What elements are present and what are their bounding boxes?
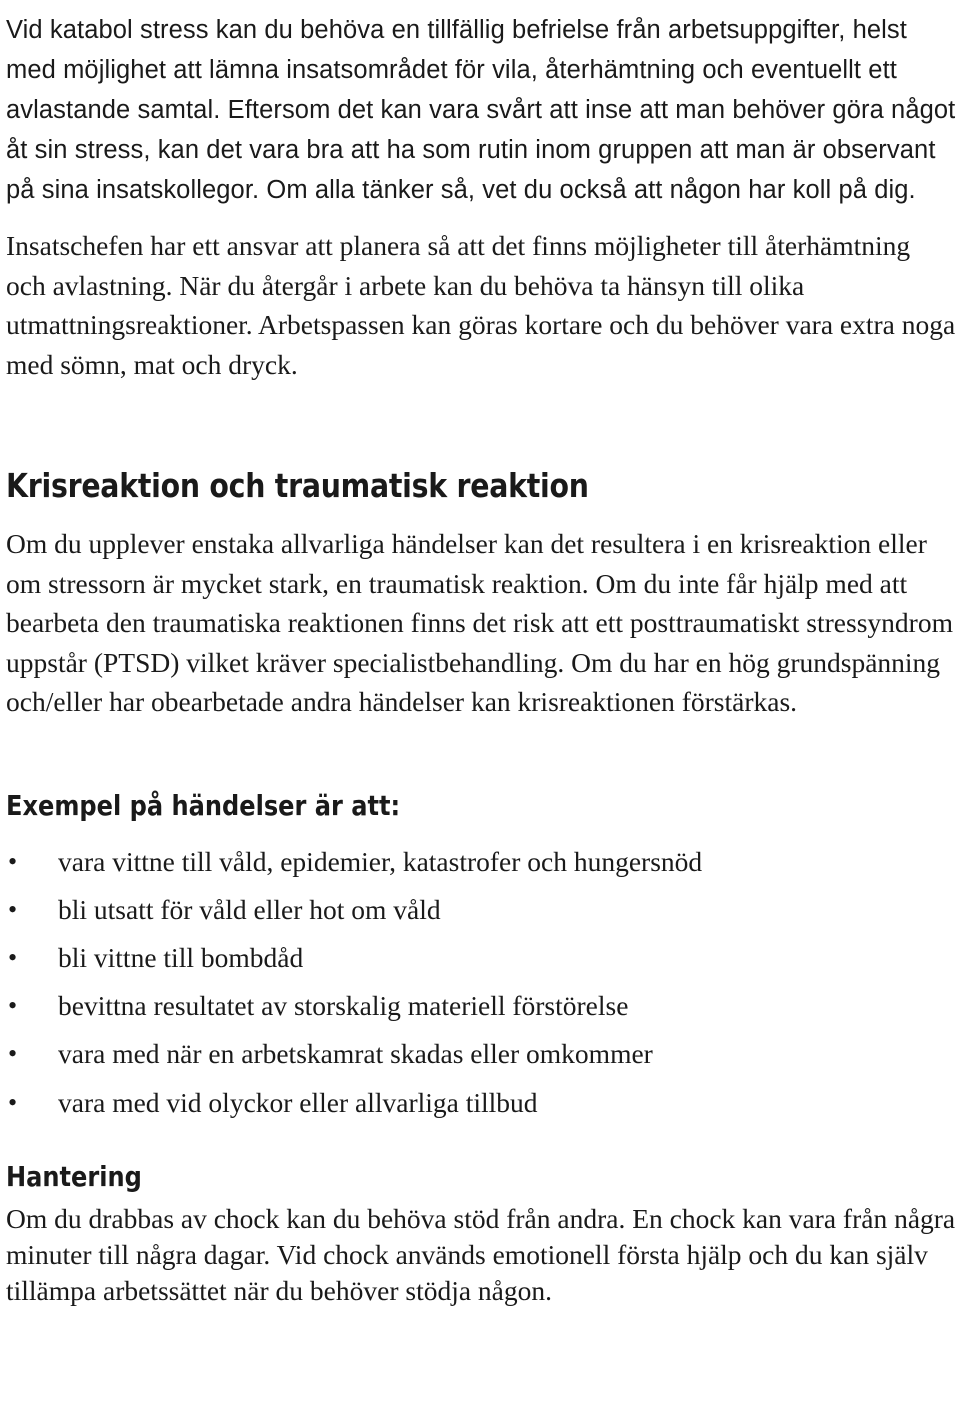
crisis-paragraph: Om du upplever enstaka allvarliga händelser kan det resultera i en krisreaktion eller om stressorn är mycket stark, en traumatisk reaktion. Om du inte får hjälp med att bearbeta den traumatiska reaktionen finns det risk att ett posttraumatiskt stressyndrom uppstår (PTSD) vilket kräver specialistbehandling. Om du har en hög grundspänning och/eller har obearbetade andra händelser kan krisreaktionen förstärkas.	[6, 528, 953, 717]
section-heading: Krisreaktion och traumatisk reaktion	[6, 466, 589, 505]
list-item	[6, 838, 956, 886]
handling-heading: Hantering	[6, 1159, 142, 1193]
bullet-icon: •	[8, 1087, 18, 1117]
document-page	[6, 10, 956, 1309]
list-item-text: vara med vid olyckor eller allvarliga tillbud	[58, 1086, 538, 1118]
list-item	[6, 886, 956, 934]
bullet-icon: •	[8, 991, 18, 1021]
recovery-paragraph: Insatschefen har ett ansvar att planera så att det finns möjligheter till återhämtning och avlastning. När du återgår i arbete kan du behöva ta hänsyn till olika utmattningsreaktioner. Arbetspassen kan göras kortare och du behöver vara extra noga med sömn, mat och dryck.	[6, 230, 956, 380]
intro-paragraph: Vid katabol stress kan du behöva en tillfällig befrielse från arbetsuppgifter, helst med möjlighet att lämna insatsområdet för vila, återhämtning och eventuellt ett avlastande samtal. Eftersom det kan vara svårt att inse att man behöver göra något åt sin stress, kan det vara bra att ha som rutin inom gruppen att man är observant på sina insatskollegor. Om alla tänker så, vet du också att någon har koll på dig.	[6, 16, 956, 204]
list-item-text: bli utsatt för våld eller hot om våld	[58, 893, 441, 925]
list-item	[6, 934, 956, 982]
bullet-icon: •	[8, 894, 18, 924]
bullet-icon: •	[8, 942, 18, 972]
list-item-text: bli vittne till bombdåd	[58, 941, 304, 973]
bullet-icon: •	[8, 1039, 18, 1069]
bullet-icon: •	[8, 846, 18, 876]
list-item-text: vara vittne till våld, epidemier, katastrofer och hungersnöd	[58, 845, 703, 877]
list-item	[6, 982, 956, 1030]
examples-heading: Exempel på händelser är att:	[6, 788, 401, 822]
list-item	[6, 1079, 956, 1127]
examples-list	[6, 838, 956, 1127]
list-item-text: vara med när en arbetskamrat skadas eller omkommer	[58, 1038, 653, 1070]
handling-paragraph: Om du drabbas av chock kan du behöva stöd från andra. En chock kan vara från några minuter till några dagar. Vid chock används emotionell första hjälp och du kan själv tillämpa arbetssättet när du behöver stödja någon.	[6, 1202, 956, 1306]
list-item	[6, 1030, 956, 1078]
list-item-text: bevittna resultatet av storskalig materiell förstörelse	[58, 990, 629, 1022]
